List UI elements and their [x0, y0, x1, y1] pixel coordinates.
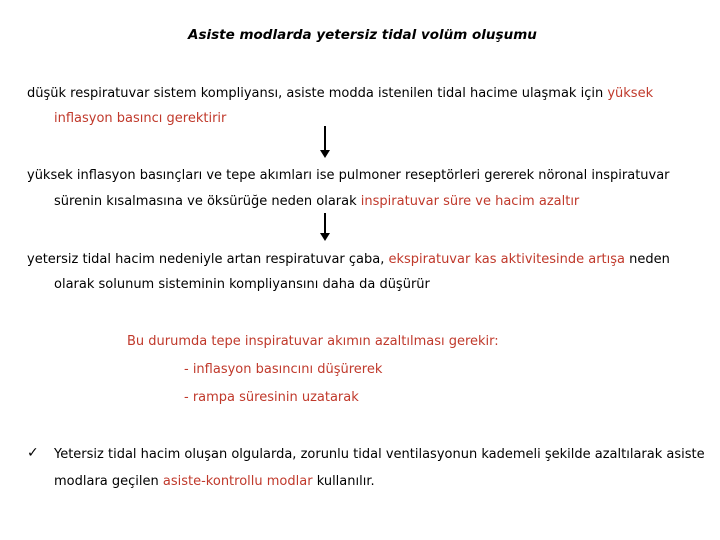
- block3-line1-highlight: ekspiratuvar kas aktivitesinde artışa: [388, 252, 625, 267]
- block4-line1: Bu durumda tepe inspiratuvar akımın azaltılması gerekir:: [127, 334, 499, 349]
- block5-line2-text: modlara geçilen: [54, 474, 163, 489]
- page-title: Asiste modlarda yetersiz tidal volüm oluşumu: [188, 27, 537, 43]
- block3-line2: olarak solunum sisteminin kompliyansını daha da düşürür: [54, 277, 430, 292]
- block1-line1-text: düşük respiratuvar sistem kompliyansı, asiste modda istenilen tidal hacime ulaşmak için: [27, 86, 608, 101]
- block2-line1: yüksek inflasyon basınçları ve tepe akımları ise pulmoner reseptörleri gererek nöronal inspiratuvar: [27, 168, 670, 183]
- block1-line2: inflasyon basıncı gerektirir: [54, 111, 227, 126]
- block3-line1-text: yetersiz tidal hacim nedeniyle artan respiratuvar çaba,: [27, 252, 389, 267]
- block4-item1: - inflasyon basıncını düşürerek: [184, 362, 383, 377]
- block3-line1-tail: neden: [625, 252, 670, 267]
- block5-line2-tail: kullanılır.: [312, 474, 375, 489]
- block1-line1-highlight: yüksek: [607, 86, 654, 101]
- block5-line2: [54, 474, 375, 490]
- checkmark-icon: ✓: [27, 445, 39, 461]
- block4-item2: - rampa süresinin uzatarak: [184, 390, 359, 405]
- block5-line2-highlight: asiste-kontrollu modlar: [162, 474, 313, 489]
- block2-line2-highlight: inspiratuvar süre ve hacim azaltır: [360, 194, 580, 209]
- block2-line2-text: sürenin kısalmasına ve öksürüğe neden olarak: [54, 194, 361, 209]
- block2-line2: [54, 194, 579, 210]
- block1-line1: [27, 86, 653, 102]
- block5-line1: Yetersiz tidal hacim oluşan olgularda, zorunlu tidal ventilasyonun kademeli şekilde azaltılarak asiste: [54, 447, 705, 462]
- block3-line1: [27, 252, 670, 268]
